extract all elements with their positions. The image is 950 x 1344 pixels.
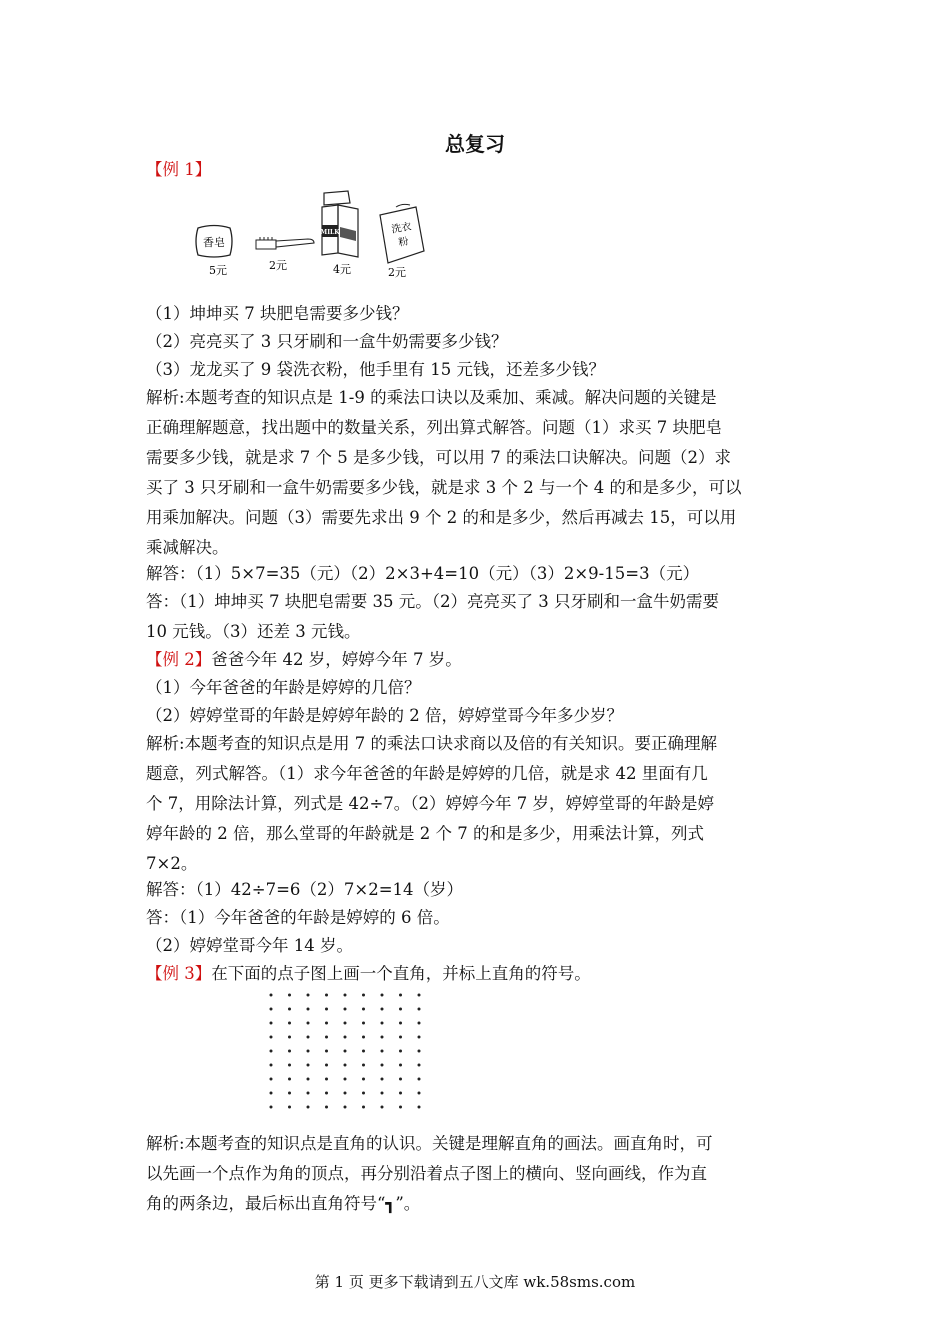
grid-dot (381, 1036, 384, 1039)
grid-dot (344, 1078, 347, 1081)
grid-dot (344, 1106, 347, 1109)
grid-dot (399, 1078, 402, 1081)
grid-dot (270, 994, 273, 997)
grid-dot (418, 1106, 421, 1109)
grid-dot (381, 1092, 384, 1095)
grid-dot (381, 1008, 384, 1011)
grid-dot (381, 1106, 384, 1109)
example2-analysis-line: 个 7，用除法计算，列式是 42÷7。（2）婷婷今年 7 岁，婷婷堂哥的年龄是婷 (146, 794, 715, 813)
grid-dot (362, 1078, 365, 1081)
example3-heading (146, 964, 591, 984)
grid-dot (288, 1092, 291, 1095)
example1-analysis-line: 需要多少钱，就是求 7 个 5 是多少钱，可以用 7 的乘法口诀解决。问题（2）求 (146, 448, 731, 467)
grid-dot (362, 1008, 365, 1011)
milk-price: 4元 (333, 263, 351, 276)
page-footer: 第 1 页 更多下载请到五八文库 wk.58sms.com (314, 1273, 636, 1291)
grid-dot (418, 1008, 421, 1011)
example3-analysis-line: 角的两条边，最后标出直角符号“┓”。 (146, 1194, 421, 1213)
example1-analysis-line: 解析:本题考查的知识点是 1-9 的乘法口诀以及乘加、乘减。解决问题的关键是 (146, 388, 717, 407)
toothbrush-price: 2元 (269, 259, 287, 272)
dot-grid (266, 990, 426, 1110)
grid-dot (381, 994, 384, 997)
example2-answer-1: 答：（1）今年爸爸的年龄是婷婷的 6 倍。 (146, 908, 450, 927)
grid-dot (325, 994, 328, 997)
grid-dot (325, 1064, 328, 1067)
grid-dot (399, 1064, 402, 1067)
grid-dot (418, 1050, 421, 1053)
page-title: 总复习 (445, 132, 505, 156)
example3-analysis-line: 以先画一个点作为角的顶点，再分别沿着点子图上的横向、竖向画线，作为直 (146, 1164, 707, 1183)
grid-dot (270, 1036, 273, 1039)
milk-label: MILK (320, 229, 340, 236)
grid-dot (399, 1106, 402, 1109)
grid-dot (288, 1050, 291, 1053)
example3-text: 在下面的点子图上画一个直角，并标上直角的符号。 (211, 964, 591, 983)
grid-dot (418, 1092, 421, 1095)
grid-dot (288, 1022, 291, 1025)
grid-dot (288, 1106, 291, 1109)
grid-dot (307, 1078, 310, 1081)
grid-dot (270, 1078, 273, 1081)
grid-dot (325, 1092, 328, 1095)
grid-dot (344, 1036, 347, 1039)
example1-solution: 解答：（1）5×7=35（元）（2）2×3+4=10（元）（3）2×9-15=3（元） (146, 564, 700, 583)
grid-dot (362, 1022, 365, 1025)
grid-dot (418, 1078, 421, 1081)
svg-text:洗衣: 洗衣 (390, 221, 413, 236)
grid-dot (270, 1008, 273, 1011)
grid-dot (399, 1036, 402, 1039)
grid-dot (362, 1092, 365, 1095)
grid-dot (381, 1078, 384, 1081)
grid-dot (288, 1036, 291, 1039)
grid-dot (307, 1106, 310, 1109)
example1-analysis-line: 用乘加解决。问题（3）需要先求出 9 个 2 的和是多少，然后再减去 15，可以用 (146, 508, 737, 527)
example2-solution: 解答：（1）42÷7=6（2）7×2=14（岁） (146, 880, 464, 899)
grid-dot (307, 1064, 310, 1067)
svg-text:粉: 粉 (397, 236, 410, 249)
grid-dot (325, 1008, 328, 1011)
grid-dot (381, 1022, 384, 1025)
example2-tag: 【例 2】 (146, 650, 212, 669)
toothbrush-icon (256, 237, 314, 249)
grid-dot (418, 1036, 421, 1039)
grid-dot (325, 1036, 328, 1039)
example2-analysis-line: 7×2。 (146, 854, 198, 873)
grid-dot (344, 1008, 347, 1011)
grid-dot (381, 1064, 384, 1067)
example1-question-3: （3）龙龙买了 9 袋洗衣粉，他手里有 15 元钱，还差多少钱？ (146, 360, 605, 379)
grid-dot (399, 994, 402, 997)
grid-dot (288, 1008, 291, 1011)
grid-dot (270, 1092, 273, 1095)
example1-analysis-line: 买了 3 只牙刷和一盒牛奶需要多少钱，就是求 3 个 2 与一个 4 的和是多少，可以 (146, 478, 742, 497)
grid-dot (344, 1022, 347, 1025)
grid-dot (344, 994, 347, 997)
example2-question-2: （2）婷婷堂哥的年龄是婷婷年龄的 2 倍，婷婷堂哥今年多少岁？ (146, 706, 623, 725)
example1-question-1: （1）坤坤买 7 块肥皂需要多少钱？ (146, 304, 409, 323)
price-illustration (190, 185, 440, 285)
grid-dot (270, 1050, 273, 1053)
grid-dot (325, 1078, 328, 1081)
grid-dot (270, 1064, 273, 1067)
example1-question-2: （2）亮亮买了 3 只牙刷和一盒牛奶需要多少钱？ (146, 332, 508, 351)
grid-dot (399, 1092, 402, 1095)
grid-dot (418, 994, 421, 997)
grid-dot (362, 1036, 365, 1039)
washing-powder-price: 2元 (388, 266, 406, 279)
grid-dot (362, 1050, 365, 1053)
grid-dot (362, 1064, 365, 1067)
grid-dot (399, 1050, 402, 1053)
example1-analysis-line: 乘减解决。 (146, 538, 229, 557)
grid-dot (344, 1064, 347, 1067)
grid-dot (288, 994, 291, 997)
grid-dot (344, 1050, 347, 1053)
example3-tag: 【例 3】 (146, 964, 212, 983)
grid-dot (381, 1050, 384, 1053)
soap-price: 5元 (209, 264, 227, 277)
grid-dot (307, 994, 310, 997)
grid-dot (288, 1064, 291, 1067)
example2-answer-2: （2）婷婷堂哥今年 14 岁。 (146, 936, 353, 955)
example1-analysis-line: 正确理解题意，找出题中的数量关系，列出算式解答。问题（1）求买 7 块肥皂 (146, 418, 722, 437)
example2-analysis-line: 解析:本题考查的知识点是用 7 的乘法口诀求商以及倍的有关知识。要正确理解 (146, 734, 718, 753)
washing-powder-icon (380, 204, 424, 263)
grid-dot (307, 1050, 310, 1053)
example2-heading (146, 650, 462, 670)
example1-answer-line: 10 元钱。（3）还差 3 元钱。 (146, 622, 361, 641)
grid-dot (418, 1022, 421, 1025)
soap-icon (196, 226, 232, 258)
grid-dot (307, 1036, 310, 1039)
example2-analysis-line: 题意，列式解答。（1）求今年爸爸的年龄是婷婷的几倍，就是求 42 里面有几 (146, 764, 708, 783)
grid-dot (362, 1106, 365, 1109)
grid-dot (307, 1008, 310, 1011)
example2-analysis-line: 婷年龄的 2 倍，那么堂哥的年龄就是 2 个 7 的和是多少，用乘法计算，列式 (146, 824, 704, 843)
example2-question-1: （1）今年爸爸的年龄是婷婷的几倍？ (146, 678, 421, 697)
example2-text: 爸爸今年 42 岁，婷婷今年 7 岁。 (211, 650, 462, 669)
soap-label: 香皂 (203, 236, 225, 249)
grid-dot (307, 1092, 310, 1095)
example1-tag: 【例 1】 (146, 160, 212, 179)
grid-dot (288, 1078, 291, 1081)
example3-analysis-line: 解析:本题考查的知识点是直角的认识。关键是理解直角的画法。画直角时，可 (146, 1134, 713, 1153)
example1-answer-line: 答：（1）坤坤买 7 块肥皂需要 35 元。（2）亮亮买了 3 只牙刷和一盒牛奶需要 (146, 592, 719, 611)
grid-dot (270, 1106, 273, 1109)
grid-dot (325, 1050, 328, 1053)
milk-carton-icon (321, 191, 358, 257)
grid-dot (325, 1022, 328, 1025)
grid-dot (399, 1022, 402, 1025)
grid-dot (307, 1022, 310, 1025)
grid-dot (399, 1008, 402, 1011)
grid-dot (344, 1092, 347, 1095)
grid-dot (325, 1106, 328, 1109)
grid-dot (418, 1064, 421, 1067)
grid-dot (270, 1022, 273, 1025)
grid-dot (362, 994, 365, 997)
